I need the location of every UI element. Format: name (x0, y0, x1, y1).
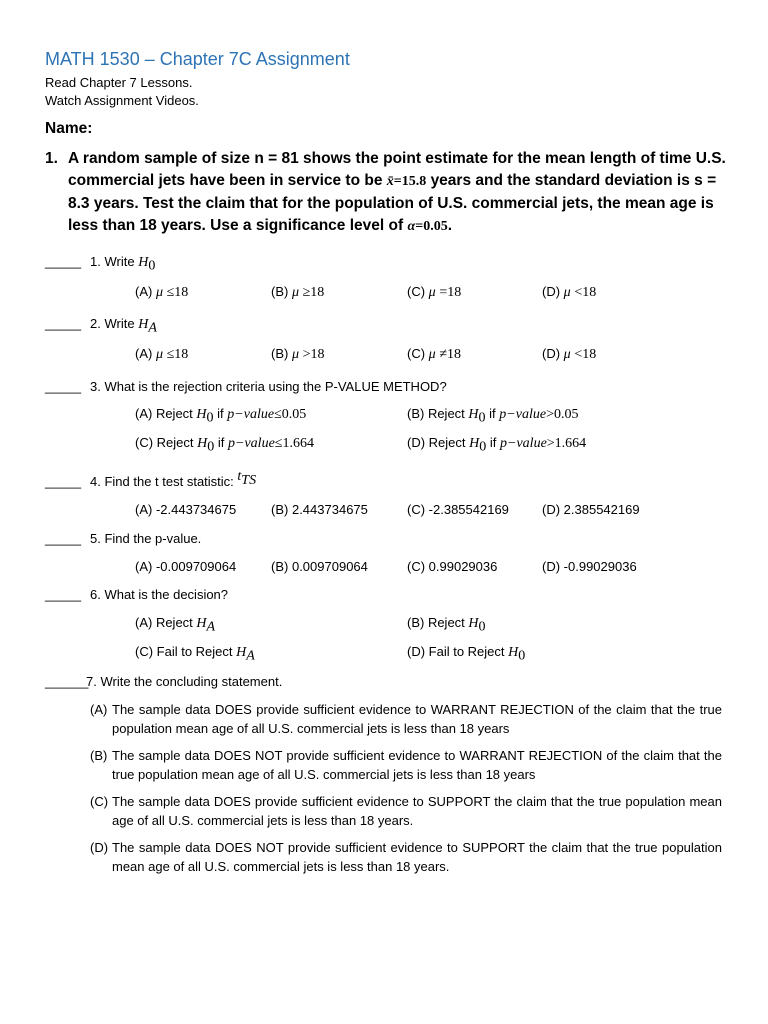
p-value-symbol: p−value (499, 407, 547, 422)
relation: ≤18 (166, 285, 189, 300)
option-letter: (D) (542, 502, 561, 517)
alpha-value: =0.05 (415, 219, 448, 234)
instruction-read: Read Chapter 7 Lessons. (45, 75, 193, 90)
h-symbol: H (468, 616, 479, 631)
option-letter: (A) (135, 559, 153, 574)
option-text: The sample data DOES NOT provide sufficient evidence to SUPPORT the claim that the true population mean age of all U.S. commercial jets is less than 18 years. (112, 840, 722, 874)
q5-option-b[interactable] (271, 559, 368, 574)
if-word: if (489, 406, 496, 421)
q1-option-b[interactable] (271, 284, 324, 301)
relation: ≥18 (302, 285, 325, 300)
option-letter: (C) (407, 346, 426, 361)
xbar-value: =15.8 (393, 174, 427, 189)
condition: ≤1.664 (274, 436, 314, 451)
option-text: The sample data DOES NOT provide sufficient evidence to WARRANT REJECTION of the claim that the true population mean age of all U.S. commercial jets is less than 18 years (112, 748, 722, 782)
option-value: -2.443734675 (155, 502, 237, 517)
option-letter: (C) (90, 794, 109, 809)
h-sub: 0 (518, 648, 526, 664)
relation: <18 (574, 347, 597, 362)
q4-label-text: 4. Find the t test statistic: (90, 474, 234, 489)
q3-option-b[interactable] (407, 406, 578, 427)
p-value-symbol: p−value (227, 407, 275, 422)
option-letter: (C) (407, 559, 426, 574)
q6-option-d[interactable] (407, 644, 525, 665)
option-letter: (B) Reject (407, 406, 465, 421)
q1-label (90, 254, 155, 275)
h-sub: A (206, 619, 216, 635)
mu-symbol: μ (428, 347, 436, 362)
answer-blank-7[interactable]: ______ (45, 674, 89, 689)
condition: >1.664 (546, 436, 587, 451)
q2-label-text: 2. Write (90, 316, 135, 331)
t-sub: TS (241, 472, 257, 488)
q5-label: 5. Find the p-value. (90, 531, 202, 546)
h-sub: 0 (479, 439, 487, 455)
t-ts-symbol (237, 469, 257, 488)
option-letter: (C) (407, 502, 426, 517)
option-value: -2.385542169 (428, 502, 509, 517)
option-value: 0.009709064 (291, 559, 368, 574)
q2-option-b[interactable] (271, 346, 325, 363)
q6-label: 6. What is the decision? (90, 587, 229, 602)
h-sub: 0 (478, 410, 486, 426)
option-letter: (C) (407, 284, 426, 299)
q7-option-c[interactable] (90, 792, 722, 830)
relation: ≠18 (439, 347, 462, 362)
q6-option-b[interactable] (407, 615, 486, 636)
option-letter: (A) Reject (135, 406, 193, 421)
option-letter: (B) (90, 748, 108, 763)
q7-option-a[interactable] (90, 700, 722, 738)
answer-blank-4[interactable]: _____ (45, 474, 82, 489)
q3-option-a[interactable] (135, 406, 306, 427)
option-value: 0.99029036 (428, 559, 498, 574)
mu-symbol: μ (155, 285, 163, 300)
q2-h-sub: A (148, 320, 157, 336)
option-letter: (B) (271, 284, 289, 299)
q5-option-c[interactable] (407, 559, 497, 574)
option-letter: (B) Reject (407, 615, 465, 630)
problem-text (68, 148, 728, 238)
p-value-symbol: p−value (500, 436, 547, 451)
p-value-symbol: p−value (228, 436, 275, 451)
option-letter: (A) Reject (135, 615, 193, 630)
option-letter: (A) (135, 502, 153, 517)
q1-option-d[interactable] (542, 284, 596, 301)
mu-symbol: μ (428, 285, 436, 300)
if-word: if (217, 406, 224, 421)
answer-blank-6[interactable]: _____ (45, 587, 82, 602)
q1-h-symbol: H (138, 255, 149, 270)
relation: >18 (302, 347, 325, 362)
alpha-symbol: α (407, 219, 416, 234)
condition: ≤0.05 (274, 407, 307, 422)
option-letter: (C) Fail to Reject (135, 644, 233, 659)
q7-option-b[interactable] (90, 746, 722, 784)
page-title: MATH 1530 – Chapter 7C Assignment (45, 49, 350, 69)
h-sub: 0 (206, 410, 214, 426)
q4-option-c[interactable] (407, 502, 509, 517)
option-letter: (B) (271, 502, 289, 517)
q1-option-a[interactable] (135, 284, 188, 301)
answer-blank-5[interactable]: _____ (45, 531, 82, 546)
q2-option-a[interactable] (135, 346, 188, 363)
option-letter: (B) (271, 559, 289, 574)
h-symbol: H (197, 436, 208, 451)
t-symbol: t (237, 469, 242, 484)
h-symbol: H (196, 407, 207, 422)
option-letter: (A) (135, 346, 153, 361)
option-value: -0.99029036 (563, 559, 637, 574)
mu-symbol: μ (291, 285, 299, 300)
option-letter: (B) (271, 346, 289, 361)
if-word: if (217, 435, 225, 450)
q2-option-c[interactable] (407, 346, 461, 363)
h-symbol: H (236, 645, 247, 660)
q4-label (90, 469, 257, 495)
h-symbol: H (468, 407, 479, 422)
q3-label: 3. What is the rejection criteria using the P-VALUE METHOD? (90, 379, 447, 394)
q2-label (90, 316, 157, 337)
q1-label-text: 1. Write (90, 254, 135, 269)
problem-number: 1. (45, 150, 58, 167)
q1-h-sub: 0 (148, 258, 156, 274)
relation: ≤18 (166, 347, 189, 362)
q3-option-d[interactable] (407, 435, 586, 456)
q5-option-a[interactable] (135, 559, 236, 574)
problem-text-a: A random sample of size n = 81 shows the point estimate for the mean length of time U.S. commercial jets have been in service to be (68, 150, 726, 189)
option-text: The sample data DOES provide sufficient evidence to WARRANT REJECTION of the claim that the true population mean age of all U.S. commercial jets is less than 18 years (112, 702, 722, 736)
option-letter: (D) Fail to Reject (407, 644, 505, 659)
answer-blank-1[interactable]: _____ (45, 254, 82, 269)
option-text: The sample data DOES provide sufficient evidence to SUPPORT the claim that the true population mean age of all U.S. commercial jets is less than 18 years. (112, 794, 722, 828)
q6-option-a[interactable] (135, 615, 215, 636)
option-letter: (D) (542, 284, 561, 299)
name-label: Name: (45, 120, 93, 137)
option-letter: (D) (90, 840, 109, 855)
h-sub: A (246, 648, 255, 664)
h-symbol: H (196, 616, 207, 631)
xbar-symbol: x̄ (386, 174, 394, 189)
option-letter: (D) (542, 559, 561, 574)
option-letter: (A) (135, 284, 153, 299)
mu-symbol: μ (563, 285, 571, 300)
q4-option-a[interactable] (135, 502, 236, 517)
option-value: -0.009709064 (155, 559, 237, 574)
instruction-watch: Watch Assignment Videos. (45, 93, 199, 108)
q5-option-d[interactable] (542, 559, 637, 574)
answer-blank-3[interactable]: _____ (45, 379, 82, 394)
option-letter: (A) (90, 702, 108, 717)
problem-text-c: . (447, 217, 453, 234)
h-symbol: H (469, 436, 480, 451)
h-symbol: H (508, 645, 519, 660)
relation: =18 (439, 285, 462, 300)
condition: >0.05 (546, 407, 579, 422)
relation: <18 (574, 285, 597, 300)
h-sub: 0 (207, 439, 215, 455)
problem-text-b: years and the standard deviation is s = 8.3 years. Test the claim that for the population of U.S. commercial jets, the mean age is less than 18 years. Use a significance level of (68, 172, 717, 234)
q7-option-d[interactable] (90, 838, 722, 876)
option-letter: (C) Reject (135, 435, 194, 450)
q7-label: 7. Write the concluding statement. (86, 674, 283, 689)
q3-option-c[interactable] (135, 435, 314, 456)
mu-symbol: μ (155, 347, 163, 362)
q2-option-d[interactable] (542, 346, 596, 363)
option-value: 2.385542169 (563, 502, 640, 517)
q1-option-c[interactable] (407, 284, 461, 301)
if-word: if (489, 435, 497, 450)
q4-option-b[interactable] (271, 502, 368, 517)
mu-symbol: μ (563, 347, 571, 362)
q6-option-c[interactable] (135, 644, 255, 665)
answer-blank-2[interactable]: _____ (45, 316, 82, 331)
q4-option-d[interactable] (542, 502, 640, 517)
mu-symbol: μ (291, 347, 299, 362)
h-sub: 0 (478, 619, 486, 635)
option-letter: (D) Reject (407, 435, 466, 450)
option-value: 2.443734675 (291, 502, 368, 517)
q2-h-symbol: H (138, 317, 149, 332)
option-letter: (D) (542, 346, 561, 361)
